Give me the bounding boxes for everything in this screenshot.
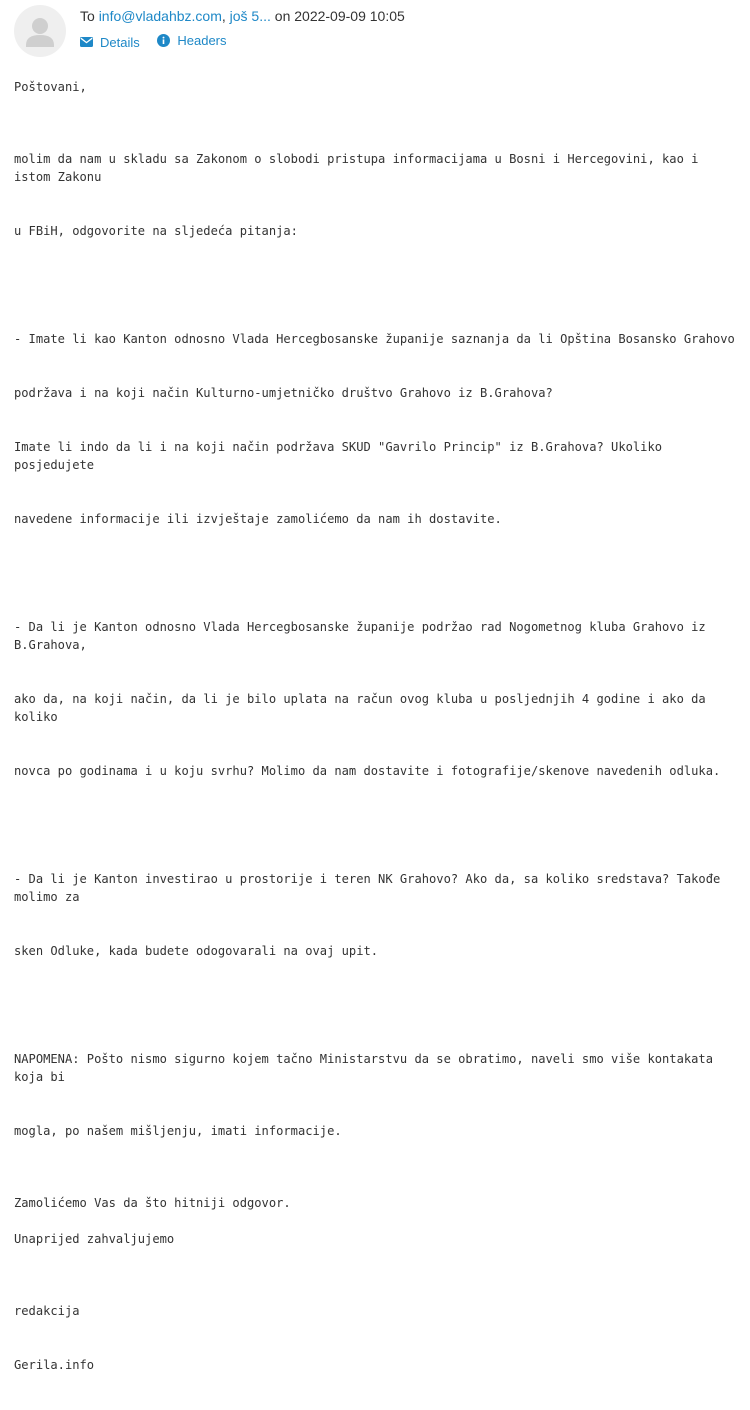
recipient-link[interactable]: info@vladahbz.com [98,8,222,24]
envelope-icon [80,37,93,47]
headers-button[interactable] [157,33,226,48]
note-line: NAPOMENA: Pošto nismo sigurno kojem tačno Ministarstvu da se obratimo, naveli smo više kontakata koja bi [14,1052,721,1084]
to-prefix: To [80,8,95,24]
intro-paragraph [14,114,736,276]
thanks-line: Unaprijed zahvaljujemo [14,1232,175,1246]
question-2-line: novca po godinama i u koju svrhu? Molimo da nam dostavite i fotografije/skenove navedenih odluka. [14,764,721,778]
headers-label: Headers [177,33,227,48]
recipient-separator: , [221,8,230,24]
question-2-line: - Da li je Kanton odnosno Vlada Hercegbosanske županije podržao rad Nogometnog kluba Grahovo iz B.Grahova, [14,620,713,652]
question-3 [14,834,736,996]
message-body [14,78,736,1410]
note-paragraph [14,1014,736,1176]
question-3-line: - Da li je Kanton investirao u prostorije i teren NK Grahovo? Ako da, sa koliko sredstava? Takođe molimo za [14,872,728,904]
signature-line: Gerila.info [14,1358,95,1372]
signature-line: redakcija [14,1304,80,1318]
person-avatar-icon [14,5,66,57]
more-recipients-link[interactable]: još 5... [229,8,271,24]
details-label: Details [100,34,140,50]
info-circle-icon [157,34,170,47]
question-1-line: - Imate li kao Kanton odnosno Vlada Hercegbosanske županije saznanja da li Opština Bosansko Grahovo [14,332,735,346]
intro-line: u FBiH, odgovorite na sljedeća pitanja: [14,224,298,238]
message-datetime: 2022-09-09 10:05 [294,8,405,24]
question-3-line: sken Odluke, kada budete odogovarali na ovaj upit. [14,944,379,958]
signature [14,1266,736,1410]
request-line: Zamolićemo Vas da što hitniji odgovor. [14,1196,291,1210]
question-2 [14,582,736,816]
date-prefix: on [274,8,291,24]
intro-line: molim da nam u skladu sa Zakonom o slobodi pristupa informacijama u Bosni i Hercegovini, kao i istom Zakonu [14,152,706,184]
question-1-line: Imate li indo da li i na koji način podržava SKUD "Gavrilo Princip" iz B.Grahova? Ukoliko posjedujete [14,440,670,472]
question-1-line: podržava i na koji način Kulturno-umjetničko društvo Grahovo iz B.Grahova? [14,386,553,400]
note-line: mogla, po našem mišljenju, imati informacije. [14,1124,342,1138]
message-header [0,0,750,70]
greeting: Poštovani, [14,80,87,94]
question-1 [14,294,736,564]
question-1-line: navedene informacije ili izvještaje zamolićemo da nam ih dostavite. [14,512,502,526]
recipient-line [80,8,405,24]
details-button[interactable] [80,35,140,50]
header-actions [80,33,241,50]
question-2-line: ako da, na koji način, da li je bilo uplata na račun ovog kluba u posljednjih 4 godine i ako da koliko [14,692,713,724]
